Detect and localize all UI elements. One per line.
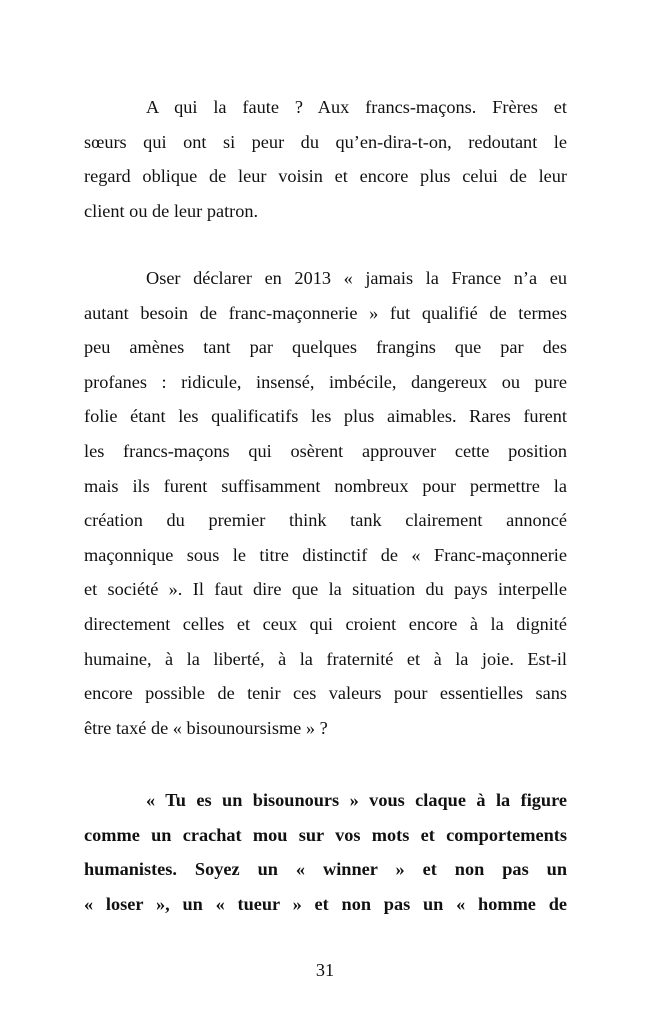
- paragraph-1: [84, 90, 567, 228]
- text-line: humaine, à la liberté, à la fraternité et à la joie. Est-il: [84, 648, 567, 669]
- text-line: « loser », un « tueur » et non pas un « homme de: [84, 893, 567, 914]
- text-line: et société ». Il faut dire que la situation du pays interpelle: [84, 579, 567, 600]
- text-line: Oser déclarer en 2013 « jamais la France n’a eu: [146, 268, 567, 288]
- text-line: folie étant les qualificatifs les plus aimables. Rares furent: [84, 406, 567, 427]
- text-line: être taxé de « bisounoursisme » ?: [84, 717, 328, 738]
- text-line: les francs-maçons qui osèrent approuver cette position: [84, 440, 567, 461]
- text-line: encore possible de tenir ces valeurs pour essentielles sans: [84, 683, 567, 704]
- text-line: « Tu es un bisounours » vous claque à la figure: [146, 790, 567, 810]
- text-line: comme un crachat mou sur vos mots et comportements: [84, 824, 567, 845]
- text-line: regard oblique de leur voisin et encore plus celui de leur: [84, 166, 567, 187]
- text-line: sœurs qui ont si peur du qu’en-dira-t-on, redoutant le: [84, 131, 567, 152]
- paragraph-3: [84, 783, 567, 921]
- text-line: profanes : ridicule, insensé, imbécile, dangereux ou pure: [84, 371, 567, 392]
- text-line: autant besoin de franc-maçonnerie » fut qualifié de termes: [84, 302, 567, 323]
- text-line: A qui la faute ? Aux francs-maçons. Frères et: [146, 97, 567, 117]
- text-line: directement celles et ceux qui croient encore à la dignité: [84, 613, 567, 634]
- text-line: création du premier think tank clairement annoncé: [84, 510, 567, 531]
- text-line: maçonnique sous le titre distinctif de « Franc-maçonnerie: [84, 544, 567, 565]
- text-line: mais ils furent suffisamment nombreux pour permettre la: [84, 475, 567, 496]
- text-line: client ou de leur patron.: [84, 200, 259, 221]
- text-line: humanistes. Soyez un « winner » et non pas un: [84, 859, 567, 880]
- text-line: peu amènes tant par quelques frangins que par des: [84, 337, 567, 358]
- paragraph-2: [84, 261, 567, 745]
- page-number: 31: [315, 960, 335, 980]
